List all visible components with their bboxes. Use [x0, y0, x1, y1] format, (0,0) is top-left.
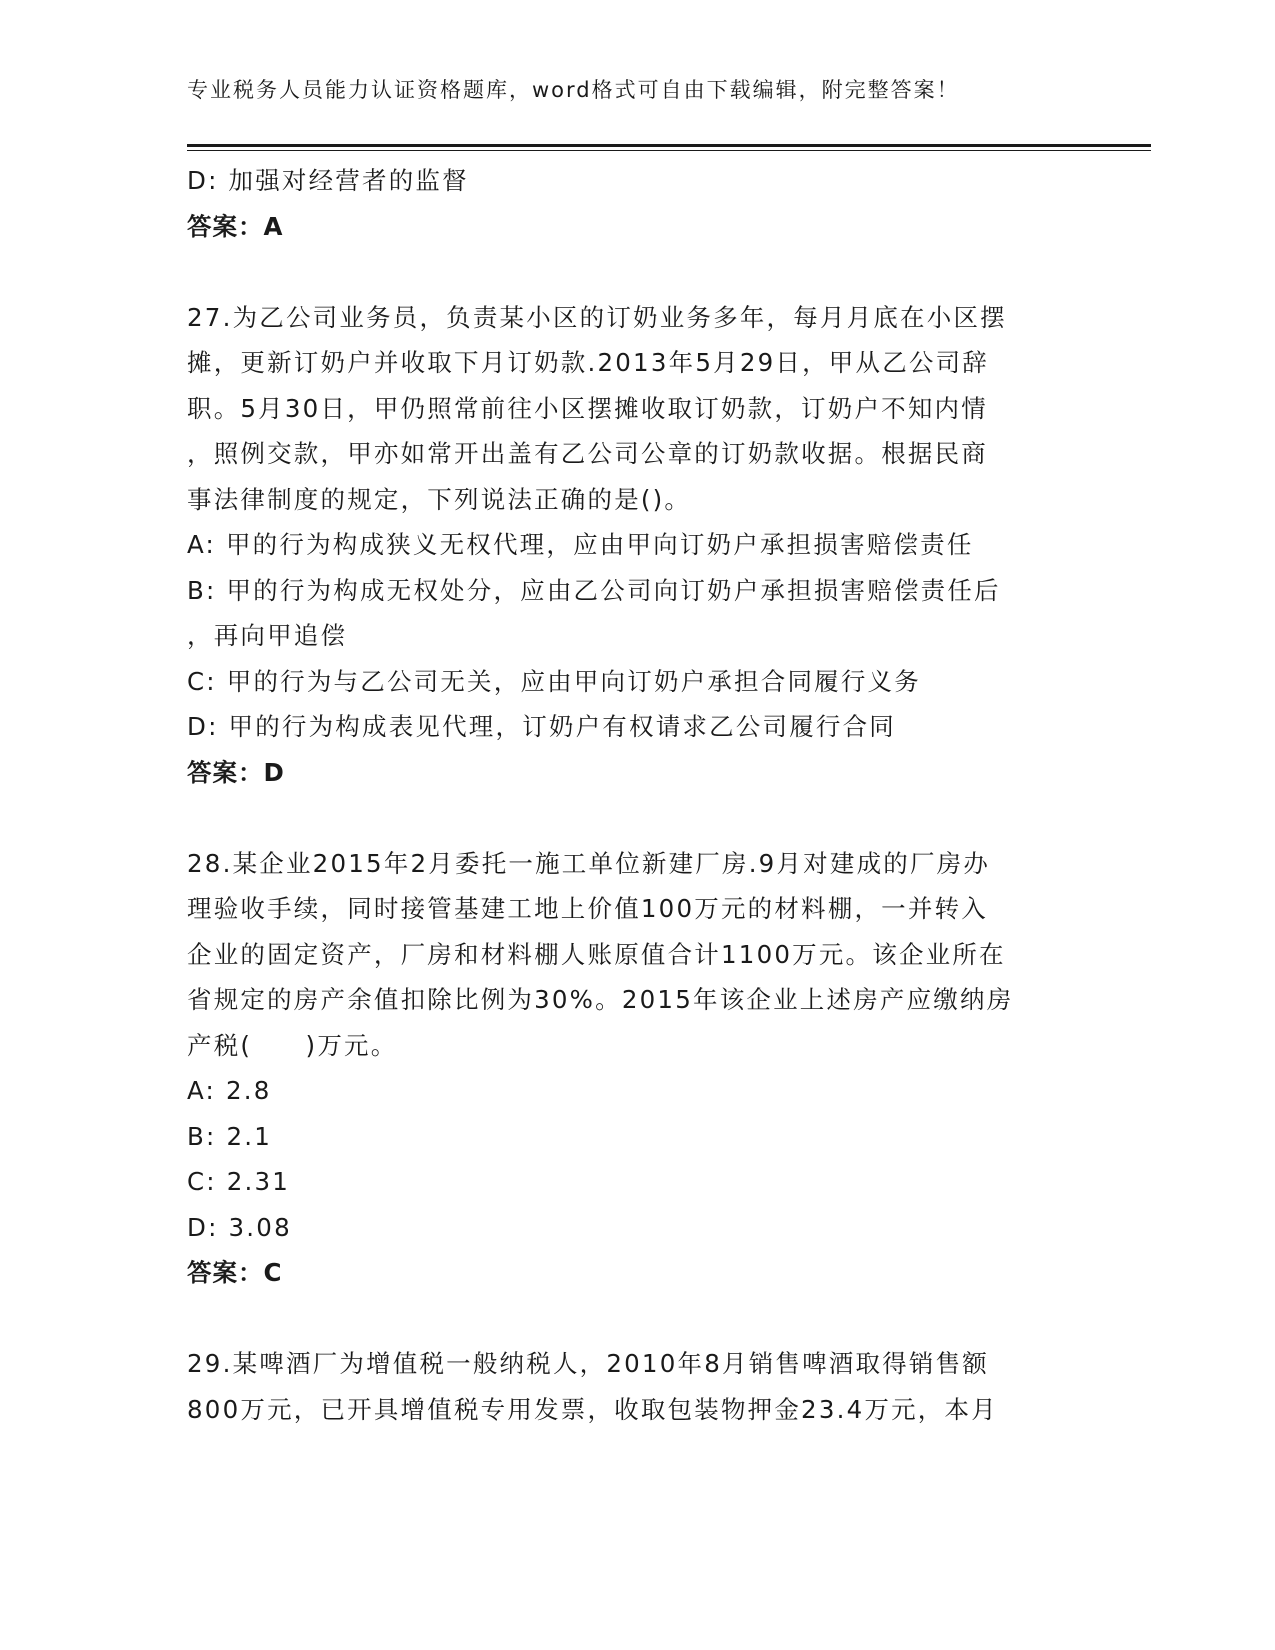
option-line: A: 甲的行为构成狭义无权代理，应由甲向订奶户承担损害赔偿责任 — [187, 530, 974, 559]
question-text-line: 28.某企业2015年2月委托一施工单位新建厂房.9月对建成的厂房办 — [187, 848, 991, 878]
question-text-line: 29.某啤酒厂为增值税一般纳税人，2010年8月销售啤酒取得销售额 — [187, 1349, 989, 1378]
option-line: B: 甲的行为构成无权处分，应由乙公司向订奶户承担损害赔偿责任后 — [187, 575, 1001, 605]
question-gap — [187, 249, 1087, 295]
question-text-line: 27.为乙公司业务员，负责某小区的订奶业务多年，每月月底在小区摆 — [187, 302, 1007, 332]
question-text-line: 800万元，已开具增值税专用发票，收取包装物押金23.4万元，本月 — [187, 1394, 998, 1424]
header-rule-thin — [187, 150, 1151, 151]
option-line: D: 3.08 — [187, 1212, 292, 1242]
question-content — [187, 158, 1087, 1432]
option-line: ，再向甲追偿 — [187, 621, 348, 650]
question-text-line: 摊，更新订奶户并收取下月订奶款.2013年5月29日，甲从乙公司辞 — [187, 348, 989, 377]
option-line: C: 2.31 — [187, 1167, 291, 1196]
option-line: A: 2.8 — [187, 1076, 272, 1105]
header-rule-thick — [187, 144, 1151, 147]
question-gap — [187, 795, 1087, 841]
answer-line: 答案：A — [187, 211, 284, 241]
question-text-line: 企业的固定资产，厂房和材料棚人账原值合计1100万元。该企业所在 — [187, 939, 1006, 969]
question-text-line: 省规定的房产余值扣除比例为30%。2015年该企业上述房产应缴纳房 — [187, 985, 1014, 1014]
answer-line: 答案：C — [187, 1258, 283, 1287]
question-text-line: 理验收手续，同时接管基建工地上价值100万元的材料棚，一并转入 — [187, 894, 988, 923]
question-text-line: 事法律制度的规定，下列说法正确的是()。 — [187, 484, 692, 514]
option-line: D: 甲的行为构成表见代理，订奶户有权请求乙公司履行合同 — [187, 712, 897, 741]
option-line: B: 2.1 — [187, 1121, 273, 1151]
answer-line: 答案：D — [187, 757, 285, 787]
question-text-line: 产税( )万元。 — [187, 1030, 398, 1060]
question-gap — [187, 1296, 1087, 1342]
page-header: 专业税务人员能力认证资格题库，word格式可自由下载编辑，附完整答案！ — [187, 78, 960, 102]
option-line: D: 加强对经营者的监督 — [187, 166, 469, 195]
option-line: C: 甲的行为与乙公司无关，应由甲向订奶户承担合同履行义务 — [187, 666, 921, 696]
question-text-line: ，照例交款，甲亦如常开出盖有乙公司公章的订奶款收据。根据民商 — [187, 439, 988, 468]
question-text-line: 职。5月30日，甲仍照常前往小区摆摊收取订奶款，订奶户不知内情 — [187, 393, 988, 423]
